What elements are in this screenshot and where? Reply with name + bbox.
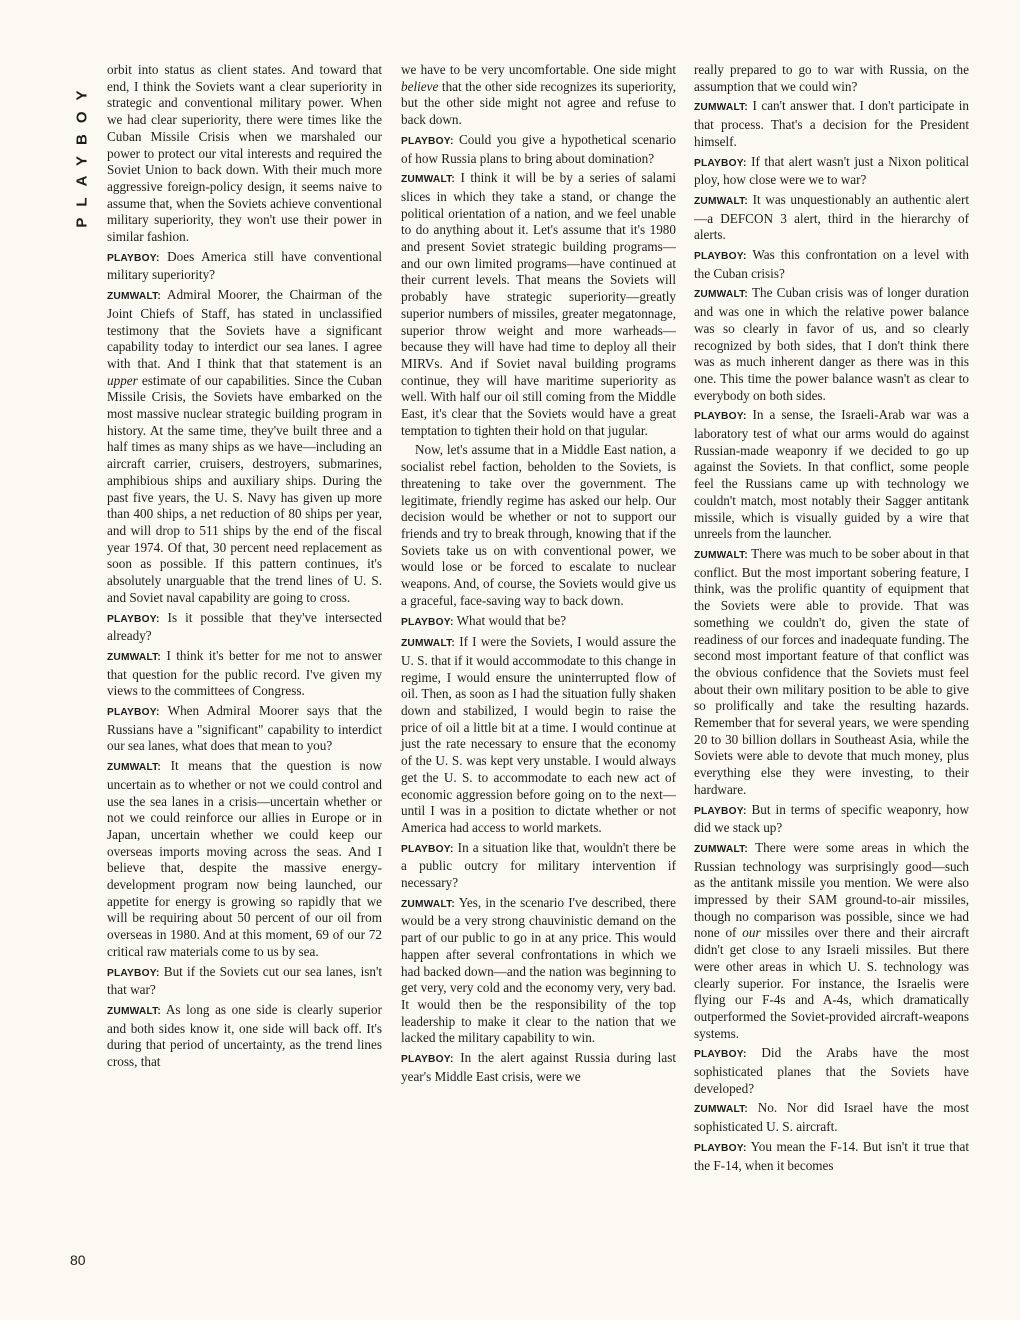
paragraph bbox=[107, 648, 382, 700]
speaker-label: PLAYBOY: bbox=[107, 252, 160, 264]
text-run: estimate of our capabilities. Since the Cuban Missile Crisis, the Soviets have embarked on the most massive nuclear strategic building program in history. At the same time, they've built three and a half times as many ships as we have—including an aircraft carrier, cruisers, destroyers, submarines, amphibious ships and auxiliary ships. During the past five years, the U. S. Navy has given up more than 400 ships, a net reduction of 80 ships per year, and will drop to 511 ships by the end of the fiscal year 1974. Of that, 30 percent need replacement as soon as possible. If this pattern continues, it's absolutely unarguable that the trend lines of U. S. and Soviet naval capability are going to cross. bbox=[107, 372, 382, 605]
text-run: But in terms of specific weaponry, how did we stack up? bbox=[694, 801, 970, 836]
paragraph bbox=[107, 1002, 382, 1071]
text-run: Is it possible that they've intersected already? bbox=[107, 609, 383, 644]
speaker-label: PLAYBOY: bbox=[694, 157, 747, 169]
paragraph bbox=[107, 287, 382, 606]
paragraph bbox=[694, 285, 969, 404]
magazine-name: PLAYBOY bbox=[73, 78, 91, 228]
paragraph bbox=[401, 442, 676, 609]
text-run: upper bbox=[107, 372, 138, 388]
paragraph bbox=[694, 192, 969, 244]
text-run: There was much to be sober about in that conflict. But the most important sobering feature, I think, was the prolific quantity of equipment that the Soviets were able to provide. That was something we couldn't do, given the state of readiness of our forces and inadequate funding. The second most important feature of that conflict was the obvious confidence that the Soviets must feel about their own military position to be able to give so prolifically and take the resulting hazards. Remember that for several years, we were spending 20 to 30 billion dollars in Southeast Asia, while the Soviets were able to devote that much money, plus everything else they were investing, to their hardware. bbox=[694, 545, 970, 797]
speaker-label: PLAYBOY: bbox=[107, 967, 160, 979]
text-run: If that alert wasn't just a Nixon political ploy, how close were we to war? bbox=[694, 153, 969, 188]
text-run: that the other side recognizes its superiority, but the other side might not agree and refuse to back down. bbox=[401, 78, 676, 128]
speaker-label: ZUMWALT: bbox=[107, 1005, 162, 1017]
text-run: Does America still have conventional military superiority? bbox=[107, 248, 382, 283]
text-run: The Cuban crisis was of longer duration and was one in which the relative power balance was so clearly in favor of us, and so clearly recognized by both sides, that I don't think there was as much inherent danger as there was in this one. This time the power balance wasn't as clear to everybody on both sides. bbox=[694, 285, 969, 403]
speaker-label: PLAYBOY: bbox=[107, 613, 160, 625]
speaker-label: PLAYBOY: bbox=[401, 135, 454, 147]
text-run: When Admiral Moorer says that the Russians have a "significant" capability to interdict our sea lanes, what does that mean to you? bbox=[107, 703, 383, 754]
paragraph bbox=[401, 613, 676, 632]
speaker-label: PLAYBOY: bbox=[694, 411, 747, 423]
paragraph bbox=[694, 1100, 969, 1135]
paragraph bbox=[107, 62, 382, 246]
text-run: Now, let's assume that in a Middle East nation, a socialist rebel faction, beholden to the Soviets, is threatening to take over the government. The legitimate, friendly regime has asked our help. Our decision would be whether or not to support our friends and try to break through, knowing that if the Soviets take us on with conventional power, we would lose or be forced to escalate to nuclear weapons. And, of course, the Soviets would give us a graceful, face-saving way to back down. bbox=[401, 442, 676, 608]
text-run: What would that be? bbox=[456, 612, 567, 628]
speaker-label: ZUMWALT: bbox=[107, 651, 162, 663]
speaker-label: PLAYBOY: bbox=[401, 1054, 454, 1066]
text-run: It was unquestionably an authentic alert—a DEFCON 3 alert, third in the hierarchy of alerts. bbox=[694, 191, 969, 243]
speaker-label: ZUMWALT: bbox=[107, 291, 162, 303]
speaker-label: ZUMWALT: bbox=[694, 843, 749, 855]
text-run: There were some areas in which the Russian technology was surprisingly good—such as the antitank missile you mention. We were also impressed by their SAM ground-to-air missiles, though no comparison was possible, since we had none of bbox=[694, 839, 969, 941]
paragraph bbox=[401, 132, 676, 167]
text-run: Yes, in the scenario I've described, there would be a very strong chauvinistic demand on the part of our public to go in at any price. This would happen after several confrontations in which we had backed down—and the nation was beginning to get very, very cold and the economy very, very bad. It would then be the responsibility of the top leadership to make it clear to the nation that we lacked the military capability to win. bbox=[401, 894, 677, 1046]
paragraph bbox=[694, 407, 969, 543]
paragraph bbox=[694, 98, 969, 150]
text-run: I think it's better for me not to answer that question for the public record. I've given my views to the committees of Congress. bbox=[107, 647, 382, 699]
paragraph bbox=[694, 1139, 969, 1174]
speaker-label: PLAYBOY: bbox=[694, 1142, 747, 1154]
speaker-label: ZUMWALT: bbox=[401, 174, 456, 186]
speaker-label: ZUMWALT: bbox=[401, 638, 456, 650]
paragraph bbox=[694, 840, 969, 1042]
speaker-label: ZUMWALT: bbox=[401, 898, 456, 910]
text-run: In a situation like that, wouldn't there be a public outcry for military intervention if necessary? bbox=[401, 839, 677, 891]
text-run: our bbox=[742, 925, 761, 941]
paragraph bbox=[694, 247, 969, 282]
text-run: If I were the Soviets, I would assure the U. S. that if it would accommodate to this change in regime, I would ensure the uninterrupted flow of oil. Then, as soon as I had the situation fully shaken down and stabilized, I would begin to raise the price of oil a little bit at a time. I would continue at just the rate necessary to ensure that the economy of the U. S. was kept very unstable. I would always get the U. S. to accommodate to each new act of economic aggression before going on to the next—until I was in a position to dictate whether or not America had access to world markets. bbox=[401, 634, 677, 835]
text-run: we have to be very uncomfortable. One side might bbox=[401, 62, 676, 77]
paragraph bbox=[107, 703, 382, 755]
text-run: But if the Soviets cut our sea lanes, isn't that war? bbox=[107, 963, 383, 998]
paragraph bbox=[694, 62, 969, 95]
text-run: really prepared to go to war with Russia, on the assumption that we could win? bbox=[694, 62, 969, 94]
text-column-3 bbox=[694, 62, 969, 1177]
text-run: orbit into status as client states. And toward that end, I think the Soviets want a clear superiority in strategic and conventional military power. When we had clear superiority, there were times like the Cuban Missile Crisis when we marshaled our power to protect our vital interests and required the Soviet Union to back down. With their much more aggressive foreign-policy design, it seems naive to assume that, when the Soviets achieve conventional military superiority, they won't use their power in similar fashion. bbox=[107, 62, 382, 245]
text-run: believe bbox=[401, 78, 439, 94]
text-run: Did the Arabs have the most sophisticated planes that the Soviets have developed? bbox=[694, 1045, 970, 1096]
paragraph bbox=[107, 249, 382, 284]
text-column-2 bbox=[401, 62, 676, 1088]
magazine-sidebar-label bbox=[68, 58, 96, 248]
paragraph bbox=[401, 895, 676, 1047]
text-run: It means that the question is now uncertain as to whether or not we could control and use the sea lanes in a crisis—uncertain whether or not we could reinforce our allies in Europe or in Japan, uncertain whether we could keep our overseas imports moving across the seas. And I believe that, despite the massive energy-development program now being launched, our appetite for energy is growing so rapidly that we will be requiring about 50 percent of our oil from overseas in 1980. And at this moment, 69 of our 72 critical raw materials come to us by sea. bbox=[107, 758, 383, 959]
text-run: I can't answer that. I don't participate in that process. That's a decision for the President himself. bbox=[694, 98, 969, 149]
paragraph bbox=[107, 610, 382, 645]
paragraph bbox=[694, 154, 969, 189]
text-run: No. Nor did Israel have the most sophisticated U. S. aircraft. bbox=[694, 1100, 969, 1135]
text-run: Was this confrontation on a level with the Cuban crisis? bbox=[694, 247, 969, 281]
speaker-label: PLAYBOY: bbox=[401, 616, 454, 628]
paragraph bbox=[694, 802, 969, 837]
paragraph bbox=[107, 758, 382, 960]
speaker-label: ZUMWALT: bbox=[694, 102, 749, 114]
speaker-label: ZUMWALT: bbox=[107, 762, 162, 774]
speaker-label: ZUMWALT: bbox=[694, 289, 749, 301]
paragraph bbox=[401, 840, 676, 892]
paragraph bbox=[694, 1045, 969, 1097]
text-run: missiles over there and their aircraft didn't get close to any Israeli missiles. But there were other areas in which U. S. technology was clearly superior. For instance, the Israelis were flying our F-4s and A-4s, which dramatically outperformed the Soviet-provided aircraft-weapons systems. bbox=[694, 925, 969, 1041]
text-column-1 bbox=[107, 62, 382, 1074]
text-run: Admiral Moorer, the Chairman of the Joint Chiefs of Staff, has stated in unclassified testimony that the Soviets have a significant capability today to interdict our sea lanes. I agree with that. And I think that that statement is an bbox=[107, 287, 382, 371]
speaker-label: PLAYBOY: bbox=[401, 843, 454, 855]
text-run: In the alert against Russia during last year's Middle East crisis, were we bbox=[401, 1050, 677, 1084]
paragraph bbox=[401, 62, 676, 129]
text-run: Could you give a hypothetical scenario of how Russia plans to bring about domination? bbox=[401, 131, 677, 166]
paragraph bbox=[107, 964, 382, 999]
text-run: In a sense, the Israeli-Arab war was a laboratory test of what our arms would do against Russian-made weaponry if we decided to go up against the Soviets. In that conflict, some people feel the Russians came up with technology we couldn't match, most notably their Sagger antitank missile, which is visually guided by a wire that unreels from the launcher. bbox=[694, 407, 969, 542]
paragraph bbox=[401, 170, 676, 439]
page-number: 80 bbox=[70, 1252, 86, 1268]
paragraph bbox=[694, 546, 969, 799]
text-run: I think it will be by a series of salami slices in which they take a stand, or change the political orientation of a nation, and we feel unable to do anything about it. Let's assume that it's 1980 and present Soviet strategic building programs—and our own limited programs—have continued at their current levels. That means the Soviets will probably have strategic superiority—greatly superior numbers of missiles, greater megatonnage, superior throw weight and more warheads—because they will have had time to deploy all their MIRVs. And if Soviet naval building programs continue, they will have maritime superiority as well. With half our oil still coming from the Middle East, it's clear that the Soviets would have a great temptation to tighten their hold on that jugular. bbox=[401, 170, 676, 438]
text-run: You mean the F-14. But isn't it true that the F-14, when it becomes bbox=[694, 1138, 970, 1173]
speaker-label: ZUMWALT: bbox=[694, 1104, 749, 1116]
speaker-label: ZUMWALT: bbox=[694, 195, 749, 207]
paragraph bbox=[401, 634, 676, 836]
paragraph bbox=[401, 1050, 676, 1085]
speaker-label: ZUMWALT: bbox=[694, 549, 749, 561]
speaker-label: PLAYBOY: bbox=[694, 251, 747, 263]
speaker-label: PLAYBOY: bbox=[694, 1049, 747, 1061]
speaker-label: PLAYBOY: bbox=[107, 707, 160, 719]
speaker-label: PLAYBOY: bbox=[694, 805, 747, 817]
text-run: As long as one side is clearly superior and both sides know it, one side will back off. It's during that period of uncertainty, as the trend lines cross, that bbox=[107, 1001, 382, 1070]
